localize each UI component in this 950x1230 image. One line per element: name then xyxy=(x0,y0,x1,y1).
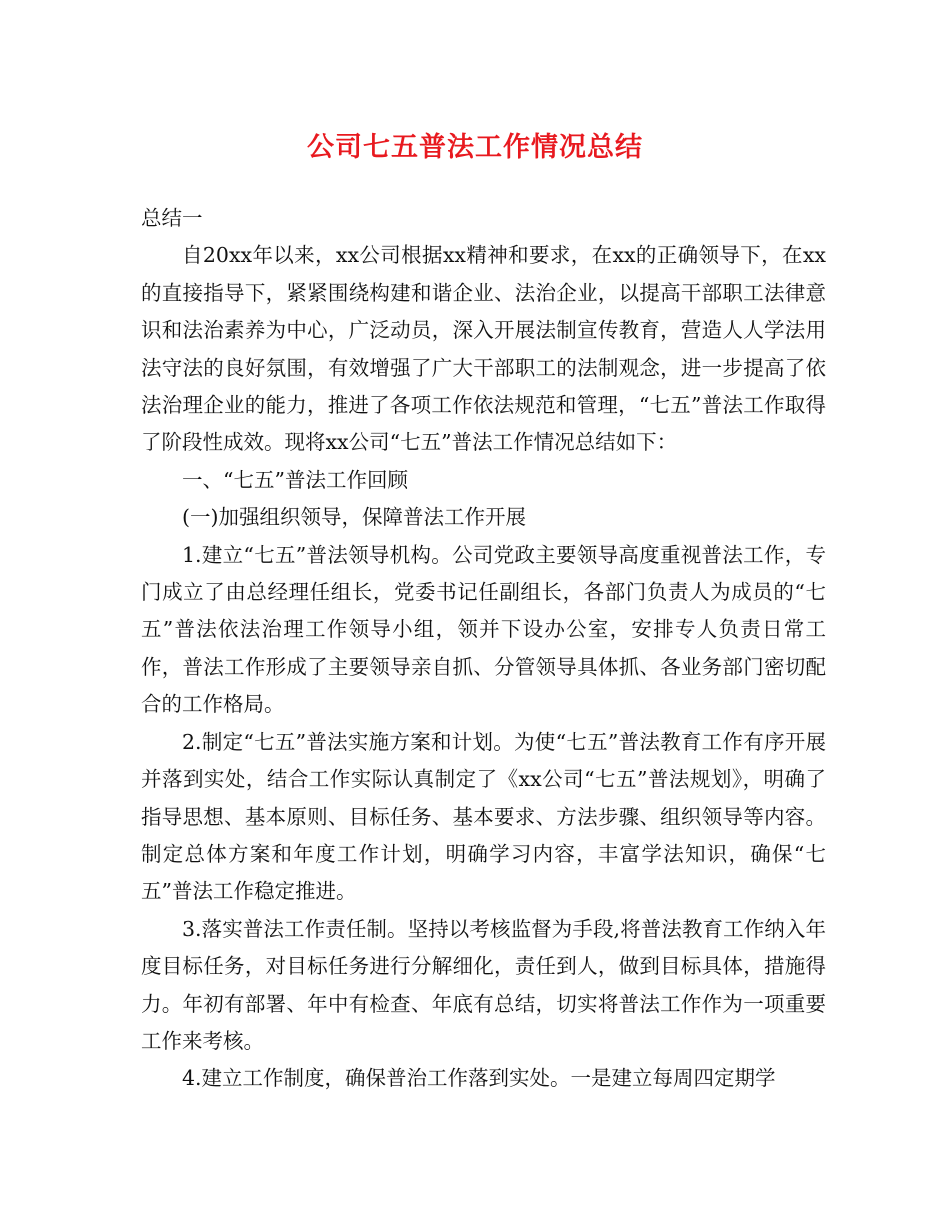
paragraph-item-1: 1.建立“七五”普法领导机构。公司党政主要领导高度重视普法工作，专门成立了由总经理任组长，党委书记任副组长，各部门负责人为成员的“七五”普法依法治理工作领导小组，领并下设办公室，安排专人负责日常工作，普法工作形成了主要领导亲自抓、分管领导具体抓、各业务部门密切配合的工作格局。 xyxy=(141,542,826,717)
subsection-heading-organization: (一)加强组织领导，保障普法工作开展 xyxy=(182,505,526,530)
paragraph-item-4: 4.建立工作制度，确保普治工作落到实处。一是建立每周四定期学 xyxy=(182,1066,776,1091)
paragraph-item-3: 3.落实普法工作责任制。坚持以考核监督为手段,将普法教育工作纳入年度目标任务，对目标任务进行分解细化，责任到人，做到目标具体，措施得力。年初有部署、年中有检查、年底有总结，切实将普法工作作为一项重要工作来考核。 xyxy=(141,916,826,1053)
paragraph-intro: 自20xx年以来，xx公司根据xx精神和要求，在xx的正确领导下，在xx的直接指导下，紧紧围绕构建和谐企业、法治企业，以提高干部职工法律意识和法治素养为中心，广泛动员，深入开展法制宣传教育，营造人人学法用法守法的良好氛围，有效增强了广大干部职工的法制观念，进一步提高了依法治理企业的能力，推进了各项工作依法规范和管理，“七五”普法工作取得了阶段性成效。现将xx公司“七五”普法工作情况总结如下： xyxy=(141,243,826,455)
document-title: 公司七五普法工作情况总结 xyxy=(307,132,643,163)
document-body xyxy=(141,200,826,1098)
paragraph-item-2: 2.制定“七五”普法实施方案和计划。为使“七五”普法教育工作有序开展并落到实处，结合工作实际认真制定了《xx公司“七五”普法规划》，明确了指导思想、基本原则、目标任务、基本要求、方法步骤、组织领导等内容。制定总体方案和年度工作计划，明确学习内容，丰富学法知识，确保“七五”普法工作稳定推进。 xyxy=(141,729,826,904)
section-heading-review: 一、“七五”普法工作回顾 xyxy=(182,467,408,492)
paragraph-heading-summary: 总结一 xyxy=(141,206,203,230)
